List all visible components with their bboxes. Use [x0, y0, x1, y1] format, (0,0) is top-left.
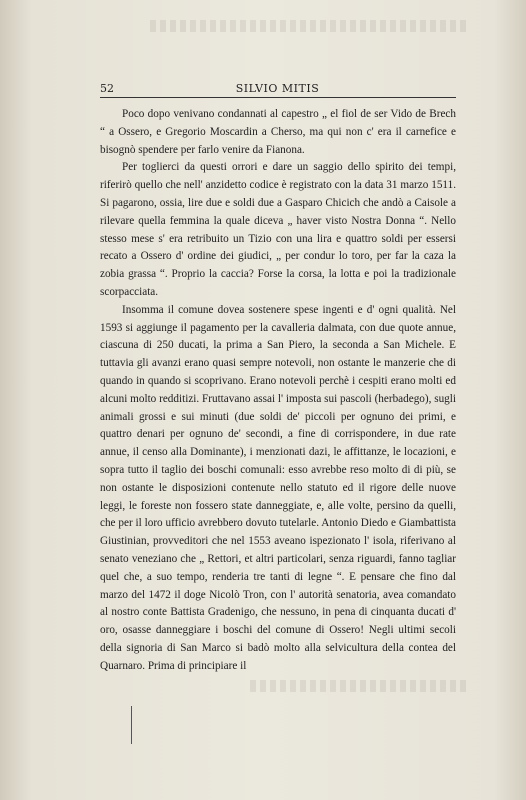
paragraph: Poco dopo venivano condannati al capestro „ el fiol de ser Vido de Brech “ a Ossero, e Gregorio Moscardin a Cherso, ma qui non c' era il carnefice e bisognò spendere per farlo venire da Fianona. — [100, 108, 456, 156]
page-header — [100, 82, 455, 98]
paragraph: Insomma il comune dovea sostenere spese ingenti e d' ogni qualità. Nel 1593 si aggiunge il pagamento per la cavalleria dalmata, con due quote annue, ciascuna di 250 ducati, la prima a San Piero, la seconda a San Michele. E tuttavia gli avanzi erano quasi sempre notevoli, non ostante le manzerie che di quando in quando si scoprivano. Erano notevoli perchè i cespiti erano molti ed alcuni molto redditizi. Fruttavano assai l' imposta sui pascoli (herbadego), sugli animali grossi e sui minuti (due soldi de' piccoli per ognuno dei primi, e quattro denari per ognuno de' secondi, a fine di corrispondere, in due rate annue, il censo alla Dominante), i menzionati dazi, le affittanze, le locazioni, e sopra tutto il taglio dei boschi comunali: esso avrebbe reso molto di di più, se non ostante le disposizioni contenute nello statuto ed il rigore delle nuove leggi, le foreste non fossero state danneggiate, e, alle volte, persino da quelli, che per il loro ufficio avrebbero dovuto tutelarle. Antonio Diedo e Giambattista Giustinian, provveditori che nel 1553 aveano ispezionato l' isola, riferivano al senato veneziano che „ Rettori, et altri particolari, senza riguardi, fanno tagliar quel che, a suo tempo, renderia tre tanti di legne “. E pensare che fino dal marzo del 1472 il doge Nicolò Tron, con l' autorità senatoria, avea comandato al nostro conte Battista Gradenigo, che nessuno, in pena di cinquanta ducati d' oro, osasse danneggiare i boschi del comune di Ossero! Negli ultimi secoli della signoria di San Marco si badò molto alla selvicultura della contea del Quarnaro. Prima di principiare il — [100, 303, 456, 672]
body-text — [100, 106, 456, 676]
running-title: SILVIO MITIS — [235, 82, 320, 95]
header-rule — [100, 97, 456, 98]
paragraph: Per toglierci da questi orrori e dare un saggio dello spirito dei tempi, riferirò quello che nell' anzidetto codice è registrato con la data 31 marzo 1511. Si pagarono, ossia, lire due e soldi due a Gasparo Chicich che andò a Caisole a rilevare quella femmina la quale diceva „ haver visto Nostra Donna “. Nello stesso mese s' era retribuito un Tizio con una lira e quattro soldi per essersi recato a Ossero d' ordine dei giudici, „ per condur lo toro, per far la caza la zobia grassa “. Proprio la caccia? Forse la corsa, la lotta e poi la tradizionale scorpacciata. — [100, 161, 456, 298]
page-number: 52 — [100, 82, 114, 95]
bleed-through-top — [150, 20, 466, 32]
bleed-through-bottom — [250, 680, 466, 692]
margin-mark — [131, 706, 132, 744]
